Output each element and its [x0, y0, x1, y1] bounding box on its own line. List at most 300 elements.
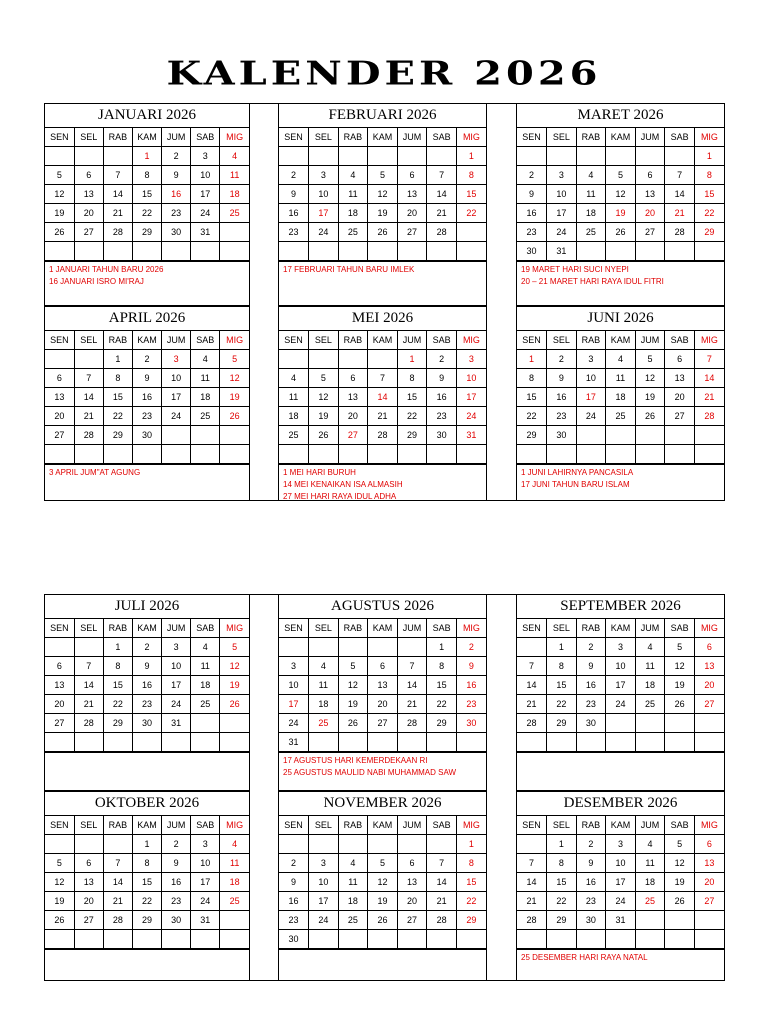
day-cell: 30 — [162, 223, 191, 242]
day-cell: 26 — [606, 223, 636, 242]
day-cell — [45, 638, 74, 657]
week-row — [45, 350, 249, 369]
day-cell: 22 — [427, 695, 457, 714]
holiday-note: 1 JUNI LAHIRNYA PANCASILA — [521, 468, 634, 477]
day-cell — [694, 426, 724, 445]
day-cell: 21 — [427, 204, 457, 223]
day-cell: 21 — [103, 892, 132, 911]
weekday-header: SAB — [665, 331, 695, 350]
weekday-header: KAM — [606, 331, 636, 350]
week-row — [517, 147, 724, 166]
day-cell: 29 — [456, 911, 486, 930]
day-cell: 10 — [162, 657, 191, 676]
week-row — [279, 695, 486, 714]
day-cell: 23 — [456, 695, 486, 714]
weekday-header: MIG — [456, 128, 486, 147]
month-title: MARET 2026 — [517, 104, 724, 128]
day-cell — [635, 911, 665, 930]
day-cell: 14 — [427, 185, 457, 204]
day-cell: 6 — [397, 166, 427, 185]
week-row — [517, 426, 724, 445]
day-cell: 30 — [132, 714, 161, 733]
weekday-header: RAB — [338, 331, 368, 350]
week-row — [517, 185, 724, 204]
day-cell — [220, 714, 249, 733]
day-cell: 6 — [665, 350, 695, 369]
day-cell: 3 — [309, 166, 339, 185]
weekday-header: SEL — [547, 619, 577, 638]
weekday-header: SAB — [427, 331, 457, 350]
day-cell: 26 — [665, 695, 695, 714]
day-cell — [220, 445, 249, 464]
day-cell — [665, 911, 695, 930]
day-cell: 3 — [606, 638, 636, 657]
day-cell: 8 — [427, 657, 457, 676]
week-row — [45, 426, 249, 445]
day-cell: 19 — [665, 873, 695, 892]
day-cell: 2 — [427, 350, 457, 369]
day-cell: 25 — [220, 892, 249, 911]
month-title: JUNI 2026 — [517, 307, 724, 331]
week-row — [279, 714, 486, 733]
day-cell: 24 — [191, 204, 220, 223]
day-cell: 25 — [191, 407, 220, 426]
day-cell: 15 — [103, 676, 132, 695]
day-cell: 31 — [606, 911, 636, 930]
weekday-header: SAB — [427, 619, 457, 638]
day-cell — [103, 733, 132, 752]
weekday-header: MIG — [694, 128, 724, 147]
day-cell: 14 — [368, 388, 398, 407]
weekday-header: SAB — [191, 619, 220, 638]
week-row — [45, 657, 249, 676]
week-row — [279, 835, 486, 854]
day-cell: 24 — [606, 695, 636, 714]
week-row — [279, 854, 486, 873]
weekday-header-row — [45, 619, 249, 638]
day-cell: 16 — [132, 676, 161, 695]
day-cell: 22 — [132, 204, 161, 223]
month-grid — [517, 619, 724, 752]
day-cell: 11 — [220, 854, 249, 873]
weekday-header: RAB — [576, 619, 606, 638]
day-cell: 5 — [635, 350, 665, 369]
day-cell — [162, 242, 191, 261]
day-cell: 7 — [103, 854, 132, 873]
week-row — [45, 892, 249, 911]
month-grid — [279, 816, 486, 949]
day-cell — [397, 147, 427, 166]
day-cell — [103, 835, 132, 854]
day-cell: 12 — [45, 185, 74, 204]
day-cell: 30 — [547, 426, 577, 445]
holiday-note: 25 DESEMBER HARI RAYA NATAL — [521, 953, 648, 962]
day-cell: 26 — [368, 911, 398, 930]
week-row — [517, 892, 724, 911]
week-row — [517, 930, 724, 949]
day-cell — [576, 147, 606, 166]
week-row — [45, 676, 249, 695]
day-cell — [368, 350, 398, 369]
holiday-notes — [517, 752, 724, 755]
day-cell: 28 — [694, 407, 724, 426]
day-cell — [74, 930, 103, 949]
day-cell: 20 — [397, 892, 427, 911]
day-cell — [427, 835, 457, 854]
day-cell — [309, 733, 339, 752]
holiday-note: 17 FEBRUARI TAHUN BARU IMLEK — [283, 265, 415, 274]
day-cell: 3 — [309, 854, 339, 873]
day-cell: 21 — [368, 407, 398, 426]
weekday-header-row — [45, 128, 249, 147]
day-cell — [45, 930, 74, 949]
day-cell: 16 — [132, 388, 161, 407]
day-cell: 11 — [220, 166, 249, 185]
day-cell: 19 — [368, 204, 398, 223]
day-cell — [309, 350, 339, 369]
day-cell: 29 — [103, 714, 132, 733]
weekday-header: JUM — [397, 331, 427, 350]
weekday-header: SEL — [309, 128, 339, 147]
day-cell — [427, 930, 457, 949]
day-cell — [74, 350, 103, 369]
holiday-notes — [517, 949, 724, 964]
day-cell: 26 — [665, 892, 695, 911]
month-grid — [517, 128, 724, 261]
day-cell: 5 — [368, 166, 398, 185]
day-cell: 2 — [162, 147, 191, 166]
day-cell: 6 — [635, 166, 665, 185]
holiday-note: 17 JUNI TAHUN BARU ISLAM — [521, 480, 630, 489]
day-cell — [74, 147, 103, 166]
weekday-header: JUM — [635, 619, 665, 638]
week-row — [279, 204, 486, 223]
day-cell: 18 — [635, 873, 665, 892]
week-row — [279, 147, 486, 166]
day-cell: 21 — [517, 695, 547, 714]
day-cell: 5 — [338, 657, 368, 676]
day-cell: 16 — [576, 676, 606, 695]
day-cell — [74, 445, 103, 464]
day-cell — [576, 426, 606, 445]
holiday-notes — [45, 949, 249, 952]
day-cell — [74, 733, 103, 752]
day-cell: 27 — [397, 223, 427, 242]
day-cell — [397, 638, 427, 657]
day-cell: 25 — [279, 426, 309, 445]
day-cell: 22 — [456, 204, 486, 223]
day-cell: 3 — [576, 350, 606, 369]
weekday-header: SEN — [45, 816, 74, 835]
day-cell: 3 — [191, 147, 220, 166]
day-cell — [191, 930, 220, 949]
day-cell — [338, 147, 368, 166]
day-cell: 16 — [517, 204, 547, 223]
weekday-header: SEL — [547, 128, 577, 147]
day-cell: 17 — [162, 676, 191, 695]
day-cell: 16 — [547, 388, 577, 407]
day-cell: 31 — [191, 223, 220, 242]
day-cell — [45, 242, 74, 261]
weekday-header: KAM — [132, 331, 161, 350]
day-cell: 5 — [220, 638, 249, 657]
day-cell: 4 — [635, 835, 665, 854]
weekday-header: JUM — [162, 816, 191, 835]
day-cell: 10 — [606, 657, 636, 676]
day-cell: 1 — [547, 835, 577, 854]
weekday-header: MIG — [220, 128, 249, 147]
day-cell: 21 — [665, 204, 695, 223]
day-cell: 11 — [576, 185, 606, 204]
day-cell: 15 — [103, 388, 132, 407]
week-row — [517, 638, 724, 657]
holiday-notes — [45, 464, 249, 479]
day-cell: 29 — [517, 426, 547, 445]
day-cell: 19 — [45, 892, 74, 911]
day-cell: 19 — [220, 388, 249, 407]
day-cell: 23 — [132, 407, 161, 426]
day-cell: 6 — [368, 657, 398, 676]
weekday-header: RAB — [103, 331, 132, 350]
month-title: FEBRUARI 2026 — [279, 104, 486, 128]
day-cell: 28 — [665, 223, 695, 242]
day-cell: 13 — [368, 676, 398, 695]
day-cell: 16 — [162, 873, 191, 892]
weekday-header-row — [279, 128, 486, 147]
day-cell: 11 — [191, 369, 220, 388]
weekday-header: KAM — [132, 619, 161, 638]
day-cell — [665, 733, 695, 752]
day-cell: 4 — [220, 147, 249, 166]
day-cell: 7 — [368, 369, 398, 388]
day-cell: 2 — [132, 638, 161, 657]
day-cell: 4 — [191, 638, 220, 657]
weekday-header: SAB — [191, 816, 220, 835]
day-cell: 22 — [103, 695, 132, 714]
week-row — [279, 223, 486, 242]
week-row — [517, 733, 724, 752]
day-cell: 15 — [397, 388, 427, 407]
weekday-header: JUM — [635, 128, 665, 147]
day-cell: 14 — [74, 676, 103, 695]
holiday-notes — [279, 949, 486, 952]
holiday-note: 27 MEI HARI RAYA IDUL ADHA — [283, 492, 397, 501]
day-cell: 17 — [606, 873, 636, 892]
day-cell: 6 — [397, 854, 427, 873]
month-maret — [516, 103, 725, 306]
day-cell: 15 — [456, 873, 486, 892]
day-cell: 8 — [517, 369, 547, 388]
weekday-header: JUM — [162, 619, 191, 638]
holiday-note: 1 JANUARI TAHUN BARU 2026 — [49, 265, 164, 274]
day-cell: 2 — [517, 166, 547, 185]
day-cell: 1 — [517, 350, 547, 369]
day-cell: 7 — [103, 166, 132, 185]
weekday-header-row — [45, 816, 249, 835]
weekday-header: KAM — [606, 128, 636, 147]
day-cell: 3 — [162, 638, 191, 657]
month-februari — [278, 103, 487, 306]
day-cell — [517, 638, 547, 657]
day-cell: 24 — [309, 223, 339, 242]
week-row — [45, 369, 249, 388]
day-cell: 23 — [279, 911, 309, 930]
day-cell: 17 — [547, 204, 577, 223]
day-cell — [694, 911, 724, 930]
day-cell: 24 — [162, 695, 191, 714]
day-cell: 20 — [635, 204, 665, 223]
weekday-header: KAM — [606, 619, 636, 638]
day-cell — [309, 638, 339, 657]
day-cell: 19 — [665, 676, 695, 695]
day-cell — [338, 930, 368, 949]
day-cell: 29 — [427, 714, 457, 733]
day-cell — [162, 426, 191, 445]
day-cell: 9 — [279, 185, 309, 204]
day-cell: 5 — [45, 166, 74, 185]
day-cell: 1 — [547, 638, 577, 657]
weekday-header: SEN — [279, 128, 309, 147]
day-cell: 11 — [309, 676, 339, 695]
day-cell — [517, 147, 547, 166]
day-cell: 14 — [694, 369, 724, 388]
day-cell: 23 — [427, 407, 457, 426]
week-row — [517, 854, 724, 873]
weekday-header: MIG — [456, 816, 486, 835]
day-cell: 29 — [132, 223, 161, 242]
day-cell: 21 — [74, 407, 103, 426]
week-row — [517, 445, 724, 464]
day-cell: 13 — [74, 185, 103, 204]
day-cell — [606, 930, 636, 949]
day-cell: 12 — [665, 854, 695, 873]
day-cell — [606, 733, 636, 752]
month-grid — [517, 331, 724, 464]
day-cell — [694, 733, 724, 752]
day-cell: 10 — [279, 676, 309, 695]
month-oktober — [44, 791, 250, 981]
day-cell: 4 — [635, 638, 665, 657]
day-cell: 17 — [191, 185, 220, 204]
month-grid — [45, 619, 249, 752]
weekday-header-row — [517, 331, 724, 350]
day-cell — [103, 147, 132, 166]
day-cell: 15 — [547, 873, 577, 892]
day-cell: 5 — [606, 166, 636, 185]
day-cell: 8 — [547, 854, 577, 873]
day-cell: 20 — [694, 873, 724, 892]
day-cell — [279, 638, 309, 657]
month-grid — [45, 816, 249, 949]
day-cell: 26 — [635, 407, 665, 426]
day-cell: 4 — [576, 166, 606, 185]
day-cell — [309, 242, 339, 261]
day-cell: 23 — [576, 892, 606, 911]
week-row — [45, 166, 249, 185]
day-cell: 1 — [397, 350, 427, 369]
weekday-header: SEL — [309, 816, 339, 835]
day-cell: 27 — [397, 911, 427, 930]
day-cell: 8 — [397, 369, 427, 388]
day-cell: 12 — [220, 657, 249, 676]
day-cell — [635, 733, 665, 752]
weekday-header: SAB — [665, 128, 695, 147]
day-cell: 19 — [368, 892, 398, 911]
day-cell — [368, 638, 398, 657]
day-cell: 22 — [694, 204, 724, 223]
weekday-header: RAB — [338, 128, 368, 147]
day-cell — [45, 835, 74, 854]
month-grid — [279, 619, 486, 752]
day-cell: 27 — [338, 426, 368, 445]
holiday-notes — [279, 261, 486, 276]
day-cell: 1 — [103, 638, 132, 657]
day-cell — [547, 733, 577, 752]
month-november — [278, 791, 487, 981]
day-cell: 27 — [74, 223, 103, 242]
day-cell: 10 — [547, 185, 577, 204]
week-row — [279, 166, 486, 185]
week-row — [45, 714, 249, 733]
day-cell: 16 — [456, 676, 486, 695]
day-cell: 18 — [576, 204, 606, 223]
day-cell: 24 — [279, 714, 309, 733]
day-cell — [517, 733, 547, 752]
day-cell: 31 — [456, 426, 486, 445]
day-cell: 6 — [45, 657, 74, 676]
gap-block-top — [486, 103, 517, 501]
day-cell: 7 — [665, 166, 695, 185]
day-cell: 27 — [45, 426, 74, 445]
day-cell — [547, 930, 577, 949]
day-cell: 2 — [279, 166, 309, 185]
week-row — [517, 223, 724, 242]
day-cell: 20 — [665, 388, 695, 407]
day-cell: 18 — [220, 185, 249, 204]
holiday-notes — [279, 464, 486, 503]
month-title: NOVEMBER 2026 — [279, 792, 486, 816]
day-cell: 17 — [606, 676, 636, 695]
day-cell: 28 — [74, 714, 103, 733]
week-row — [517, 388, 724, 407]
day-cell — [279, 835, 309, 854]
day-cell: 17 — [279, 695, 309, 714]
day-cell: 22 — [132, 892, 161, 911]
week-row — [45, 147, 249, 166]
day-cell: 12 — [368, 873, 398, 892]
day-cell: 29 — [547, 714, 577, 733]
day-cell — [517, 835, 547, 854]
day-cell: 9 — [427, 369, 457, 388]
day-cell: 21 — [74, 695, 103, 714]
month-grid — [279, 331, 486, 464]
week-row — [45, 242, 249, 261]
day-cell: 31 — [547, 242, 577, 261]
week-row — [279, 407, 486, 426]
day-cell: 11 — [606, 369, 636, 388]
day-cell: 29 — [397, 426, 427, 445]
week-row — [517, 166, 724, 185]
weekday-header: SAB — [665, 816, 695, 835]
day-cell: 15 — [547, 676, 577, 695]
month-title: AGUSTUS 2026 — [279, 595, 486, 619]
day-cell — [338, 733, 368, 752]
day-cell: 24 — [162, 407, 191, 426]
day-cell: 22 — [547, 695, 577, 714]
day-cell — [74, 242, 103, 261]
day-cell: 12 — [309, 388, 339, 407]
day-cell: 30 — [576, 714, 606, 733]
